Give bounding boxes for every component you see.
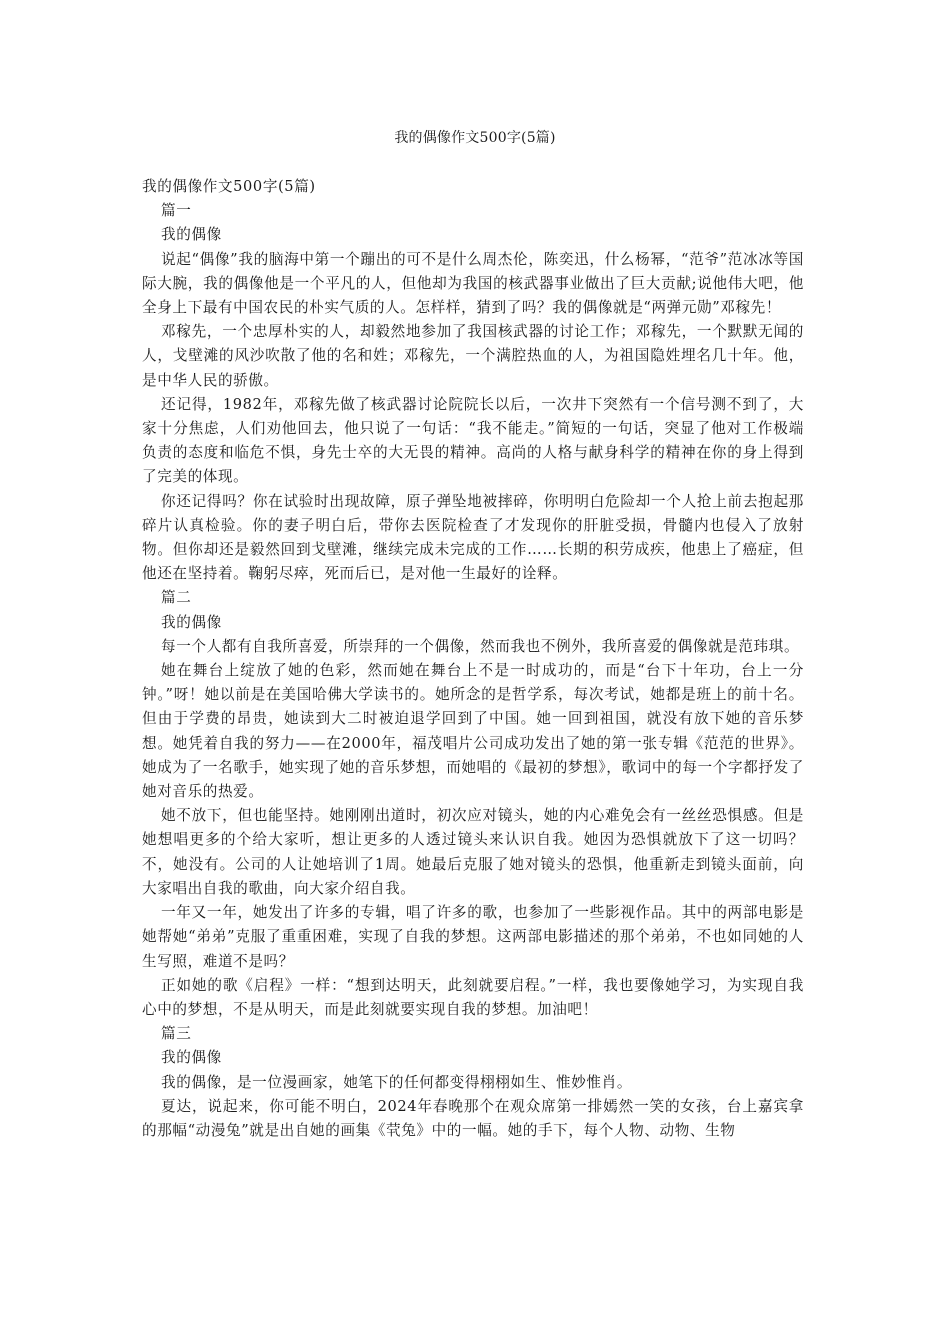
section-label-2: 篇二 xyxy=(161,589,192,607)
paragraph: 我的偶像，是一位漫画家，她笔下的任何都变得栩栩如生、惟妙惟肖。 xyxy=(161,1073,633,1091)
paragraph: 还记得，1982年，邓稼先做了核武器讨论院院长以后，一次井下突然有一个信号测不到了，大家十分焦虑，人们劝他回去，他只说了一句话：“我不能走。”简短的一句话，突显了他对工作极端负责的态度和临危不惧，身先士卒的大无畏的精神。高尚的人格与献身科学的精神在你的身上得到了完美的体现。 xyxy=(142,395,804,486)
section-label-1: 篇一 xyxy=(161,202,192,220)
paragraph: 一年又一年，她发出了许多的专辑，唱了许多的歌，也参加了一些影视作品。其中的两部电影是她帮她“弟弟”克服了重重困难，实现了自我的梦想。这两部电影描述的那个弟弟，不也如同她的人生写照，难道不是吗？ xyxy=(142,904,804,970)
document-body xyxy=(142,175,804,1143)
paragraph: 说起“偶像”我的脑海中第一个蹦出的可不是什么周杰伦，陈奕迅，什么杨幂，“范爷”范冰冰等国际大腕，我的偶像他是一个平凡的人，但他却为我国的核武器事业做出了巨大贡献;说他伟大吧，他全身上下最有中国农民的朴实气质的人。怎样样，猜到了吗？我的偶像就是“两弹元勋”邓稼先！ xyxy=(142,250,804,317)
paragraph: 她在舞台上绽放了她的色彩，然而她在舞台上不是一时成功的，而是“台下十年功，台上一分钟。”呀！她以前是在美国哈佛大学读书的。她所念的是哲学系，每次考试，她都是班上的前十名。但由于学费的昂贵，她读到大二时被迫退学回到了中国。她一回到祖国，就没有放下她的音乐梦想。她凭着自我的努力——在2000年，福茂唱片公司成功发出了她的第一张专辑《范范的世界》。她成为了一名歌手，她实现了她的音乐梦想，而她唱的《最初的梦想》，歌词中的每一个字都抒发了她对音乐的热爱。 xyxy=(142,662,804,801)
paragraph: 夏达，说起来，你可能不明白，2024年春晚那个在观众席第一排嫣然一笑的女孩，台上嘉宾拿的那幅“动漫兔”就是出自她的画集《茕兔》中的一幅。她的手下，每个人物、动物、生物 xyxy=(142,1097,804,1139)
section-title-2: 我的偶像 xyxy=(161,613,222,631)
paragraph: 邓稼先，一个忠厚朴实的人，却毅然地参加了我国核武器的讨论工作；邓稼先，一个默默无闻的人，戈壁滩的风沙吹散了他的名和姓；邓稼先，一个满腔热血的人，为祖国隐姓埋名几十年。他，是中华人民的骄傲。 xyxy=(142,323,804,389)
paragraph: 她不放下，但也能坚持。她刚刚出道时，初次应对镜头，她的内心难免会有一丝丝恐惧感。但是她想唱更多的个给大家听，想让更多的人透过镜头来认识自我。她因为恐惧就放下了这一切吗？不，她没有。公司的人让她培训了1周。她最后克服了她对镜头的恐惧，他重新走到镜头面前，向大家唱出自我的歌曲，向大家介绍自我。 xyxy=(142,807,804,897)
section-title-3: 我的偶像 xyxy=(161,1049,222,1067)
document-title: 我的偶像作文500字(5篇) xyxy=(394,130,556,146)
paragraph: 你还记得吗？你在试验时出现故障，原子弹坠地被摔碎，你明明白危险却一个人抢上前去抱起那碎片认真检验。你的妻子明白后，带你去医院检查了才发现你的肝脏受损，骨髓内也侵入了放射物。但你却还是毅然回到戈壁滩，继续完成未完成的工作……长期的积劳成疾，他患上了癌症，但他还在坚持着。鞠躬尽瘁，死而后已，是对他一生最好的诠释。 xyxy=(142,492,804,583)
paragraph: 每一个人都有自我所喜爱，所崇拜的一个偶像，然而我也不例外，我所喜爱的偶像就是范玮琪。 xyxy=(161,637,800,655)
section-label-3: 篇三 xyxy=(161,1025,192,1043)
section-title-1: 我的偶像 xyxy=(161,226,222,244)
body-heading: 我的偶像作文500字(5篇) xyxy=(142,178,316,195)
paragraph: 正如她的歌《启程》一样：“想到达明天，此刻就要启程。”一样，我也要像她学习，为实现自我心中的梦想，不是从明天，而是此刻就要实现自我的梦想。加油吧！ xyxy=(142,976,804,1018)
